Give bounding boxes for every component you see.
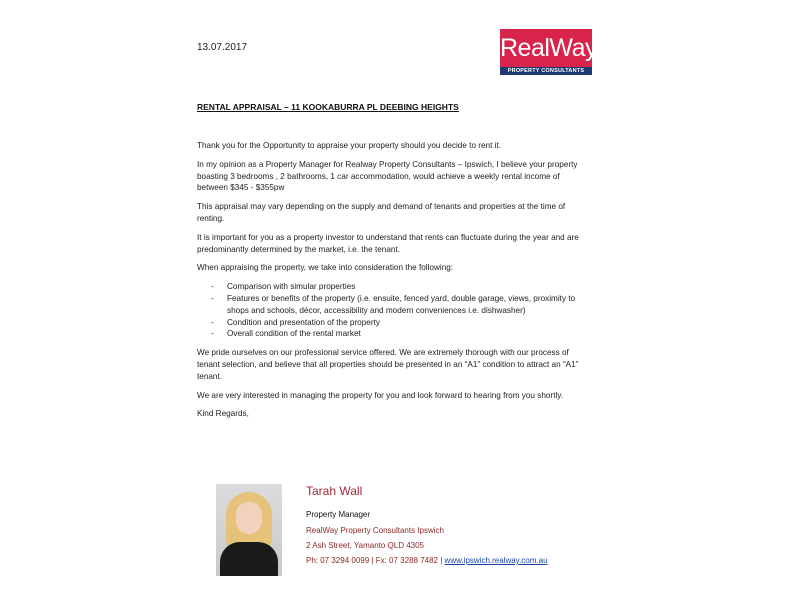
list-item: - Features or benefits of the property (i.e. ensuite, fenced yard, double garage, views, proximity to shops and schools, décor, accessibility and modern conveniences i.e. dishwasher) — [211, 293, 576, 315]
logo-tagline: PROPERTY CONSULTANTS — [500, 67, 592, 75]
logo-wordmark: RealWay — [500, 34, 597, 62]
letter-body — [197, 140, 589, 427]
signature-company: RealWay Property Consultants Ipswich — [306, 526, 444, 535]
signature-name: Tarah Wall — [306, 484, 363, 498]
signature-role: Property Manager — [306, 510, 371, 519]
contact-separator: | — [371, 556, 374, 565]
signature-contact — [306, 556, 548, 565]
sign-off: Kind Regards, — [197, 409, 249, 419]
paragraph-interest: We are very interested in managing the property for you and look forward to hearing from you shortly. — [197, 390, 564, 400]
signature-photo — [216, 484, 282, 576]
realway-logo — [500, 29, 597, 75]
consideration-list — [197, 281, 589, 340]
letter-date: 13.07.2017 — [197, 42, 248, 53]
paragraph-thanks: Thank you for the Opportunity to appraise your property should you decide to rent it. — [197, 141, 502, 150]
signature-phone: Ph: 07 3294 0099 — [306, 556, 370, 565]
paragraph-fluctuation: It is important for you as a property investor to understand that rents can fluctuate during the year and are predominantly determined by the market, i.e. the tenant. — [197, 232, 579, 254]
paragraph-consideration: When appraising the property, we take into consideration the following: — [197, 263, 454, 273]
contact-separator: | — [440, 556, 443, 565]
website-link[interactable]: www.ipswich.realway.com.au — [444, 556, 548, 565]
paragraph-service: We pride ourselves on our professional service offered. We are extremely thorough with our process of tenant selection, and believe that all properties should be presented in an “A1” condition to attract an “A1” tenant. — [197, 348, 579, 381]
list-item: - Comparison with simular properties — [211, 282, 356, 292]
signature-fax: Fx: 07 3288 7482 — [375, 556, 438, 565]
list-item: - Condition and presentation of the property — [211, 317, 380, 327]
paragraph-variation: This appraisal may vary depending on the supply and demand of tenants and properties at the time of renting. — [197, 202, 566, 223]
list-item: - Overall condition of the rental market — [211, 329, 361, 339]
paragraph-opinion: In my opinion as a Property Manager for Realway Property Consultants – Ipswich, I believe your property boasting 3 bedrooms , 2 bathrooms, 1 car accommodation, would achieve a weekly rental income of between $345 - $355pw — [197, 159, 578, 193]
signature-address: 2 Ash Street, Yamanto QLD 4305 — [306, 541, 424, 550]
letter-heading: RENTAL APPRAISAL – 11 KOOKABURRA PL DEEBING HEIGHTS — [197, 102, 459, 112]
